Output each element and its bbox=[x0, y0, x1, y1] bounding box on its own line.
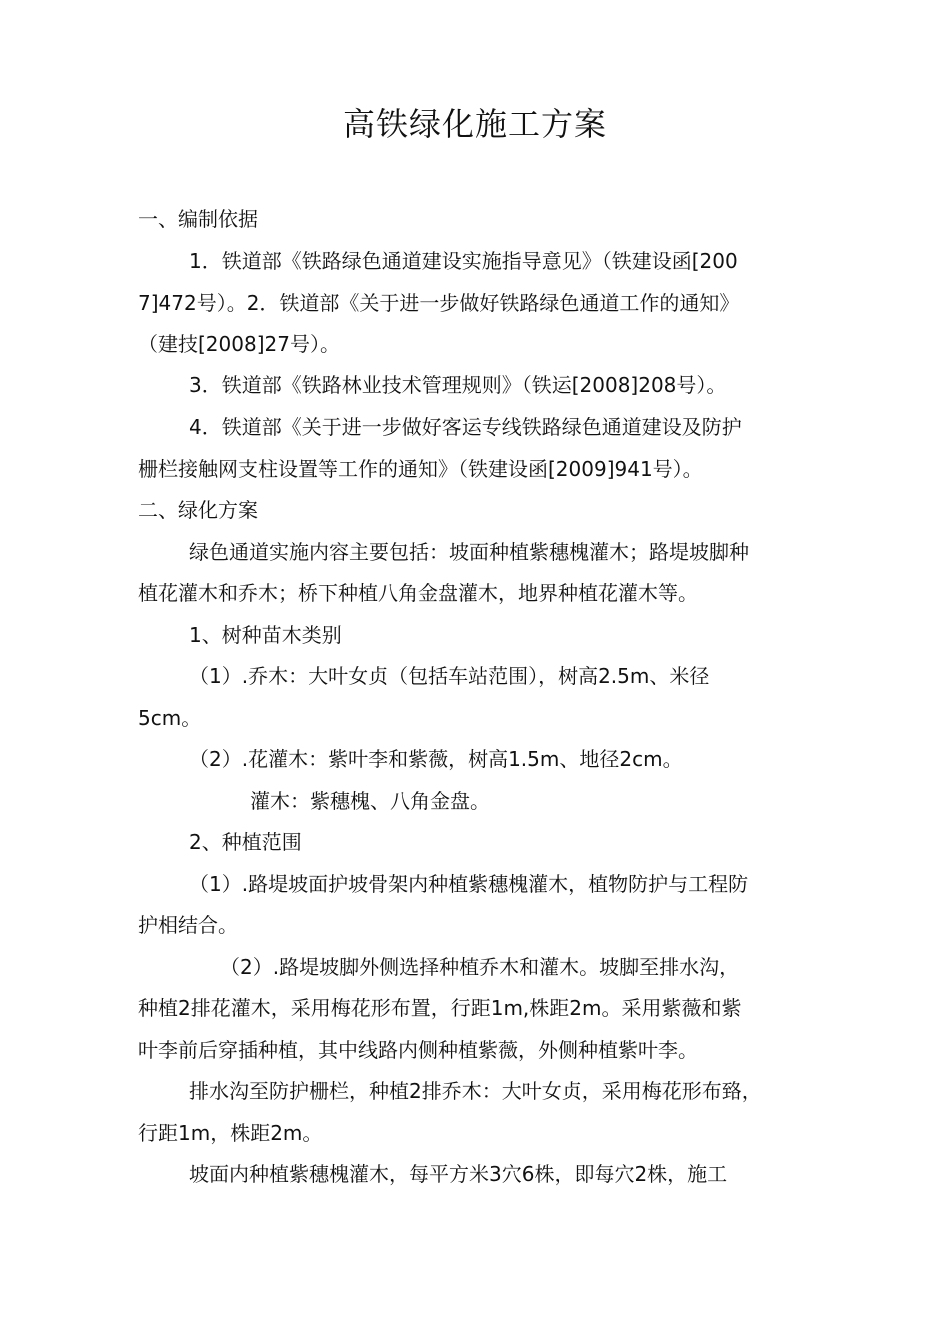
paragraph-line: 7]472号）。2．铁道部《关于进一步做好铁路绿色通道工作的通知》 bbox=[138, 291, 740, 315]
subheading-range: 2、种植范围 bbox=[189, 830, 302, 854]
paragraph-line: （2）.路堤坡脚外侧选择种植乔木和灌木。坡脚至排水沟， bbox=[220, 955, 740, 979]
heading-basis: 一、编制依据 bbox=[138, 207, 258, 231]
paragraph-line: 排水沟至防护栅栏，种植2排乔木：大叶女贞，采用梅花形布臵， bbox=[189, 1079, 762, 1103]
paragraph-line: 栅栏接触网支柱设置等工作的通知》（铁建设函[2009]941号）。 bbox=[138, 457, 703, 481]
paragraph-line: （1）.路堤坡面护坡骨架内种植紫穗槐灌木，植物防护与工程防 bbox=[189, 872, 749, 896]
paragraph-line: 1．铁道部《铁路绿色通道建设实施指导意见》（铁建设函[200 bbox=[189, 249, 738, 273]
paragraph-line: 3．铁道部《铁路林业技术管理规则》（铁运[2008]208号）。 bbox=[189, 373, 727, 397]
subheading-species: 1、树种苗木类别 bbox=[189, 623, 342, 647]
paragraph-line: 行距1m，株距2m。 bbox=[138, 1121, 323, 1145]
paragraph-line: 植花灌木和乔木；桥下种植八角金盘灌木，地界种植花灌木等。 bbox=[138, 581, 698, 605]
heading-plan: 二、绿化方案 bbox=[138, 498, 258, 522]
paragraph-line: （建技[2008]27号）。 bbox=[138, 332, 340, 356]
paragraph-line: 4．铁道部《关于进一步做好客运专线铁路绿色通道建设及防护 bbox=[189, 415, 742, 439]
paragraph-line: 叶李前后穿插种植，其中线路内侧种植紫薇，外侧种植紫叶李。 bbox=[138, 1038, 698, 1062]
paragraph-line: 5cm。 bbox=[138, 706, 202, 730]
paragraph-line: 护相结合。 bbox=[138, 913, 238, 937]
paragraph-line: 绿色通道实施内容主要包括：坡面种植紫穗槐灌木；路堤坡脚种 bbox=[189, 540, 749, 564]
document-title: 高铁绿化施工方案 bbox=[342, 105, 607, 143]
paragraph-line: 灌木：紫穗槐、八角金盘。 bbox=[250, 789, 490, 813]
paragraph-line: （1）.乔木：大叶女贞（包括车站范围），树高2.5m、米径 bbox=[189, 664, 710, 688]
paragraph-line: 种植2排花灌木，采用梅花形布置，行距1m,株距2m。采用紫薇和紫 bbox=[138, 996, 742, 1020]
paragraph-line: （2）.花灌木：紫叶李和紫薇，树高1.5m、地径2cm。 bbox=[189, 747, 683, 771]
paragraph-line: 坡面内种植紫穗槐灌木，每平方米3穴6株，即每穴2株，施工 bbox=[189, 1162, 728, 1186]
